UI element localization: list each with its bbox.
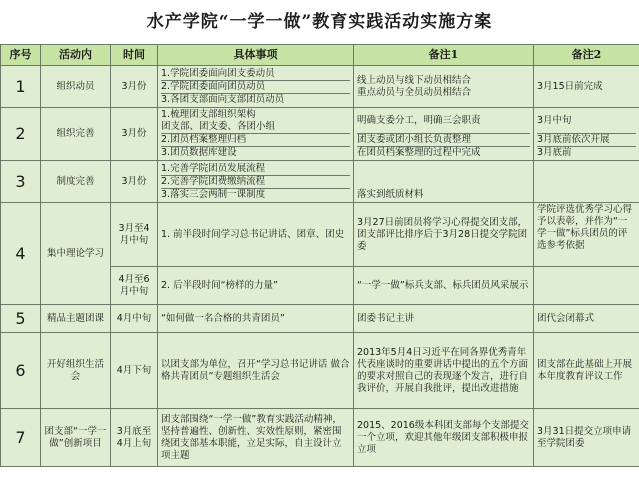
row-items: 1. 前半段时间学习总书记讲话、团章、团史: [158, 203, 354, 267]
note-line: 3月底前: [537, 147, 572, 158]
row-activity: 团支部“一学一做”创新项目: [41, 409, 111, 467]
row-time: 3月份: [111, 66, 158, 108]
header-note2: 备注2: [534, 45, 639, 66]
plan-table: [0, 44, 639, 467]
row-index: 5: [1, 305, 41, 333]
row-note1: [354, 108, 534, 161]
row-items: 以团支部为单位，召开“学习总书记讲话 做合格共青团员”专题组织生活会: [158, 333, 354, 409]
page-title: 水产学院“一学一做”教育实践活动实施方案: [146, 12, 493, 32]
table-row: [1, 305, 639, 333]
table-row: [1, 203, 639, 267]
row-time: 3月份: [111, 161, 158, 203]
row-note2: 3月15日前完成: [534, 66, 639, 108]
note-line: 3月底前依次开展: [537, 134, 636, 147]
row-activity: 组织完善: [41, 108, 111, 161]
header-note1: 备注1: [354, 45, 534, 66]
note-line: 明确支委分工，明确三会职责: [357, 109, 530, 134]
note-line: 团支委或团小组长负责整理: [357, 134, 530, 147]
item-line: 3.团员数据库建设: [161, 147, 237, 158]
header-activity: 活动内: [41, 45, 111, 66]
item-line: 1.学院团委面向团支委动员: [161, 68, 350, 81]
row-note2: 团支部在此基础上开展本年度教育评议工作: [534, 333, 639, 409]
header-index: 序号: [1, 45, 41, 66]
row-note1: 2015、2016级本科团支部每个支部提交一个立项，欢迎其他年级团支部积极申报立项: [354, 409, 534, 467]
row-items: [158, 66, 354, 108]
note-line: 3月中旬: [537, 109, 636, 134]
row-index: 7: [1, 409, 41, 467]
row-activity: 精品主题团课: [41, 305, 111, 333]
row-note1: 3月27日前团员将学习心得提交团支部，团支部评比排序后于3月28日提交学院团委: [354, 203, 534, 267]
table-row: [1, 108, 639, 161]
row-time: 3月份: [111, 108, 158, 161]
item-line: 2.完善学院团费缴纳流程: [161, 176, 350, 189]
row-time: 4月下旬: [111, 333, 158, 409]
table-row: [1, 161, 639, 203]
row-note2: 学院评选优秀学习心得予以表彰，并作为“一学一做”标兵团员的评选参考依据: [534, 203, 639, 267]
row-activity: 组织动员: [41, 66, 111, 108]
row-note1: “一学一做”标兵支部、标兵团员风采展示: [354, 267, 534, 305]
row-index: 6: [1, 333, 41, 409]
note-line: 在团员档案整理的过程中完成: [357, 147, 481, 158]
item-line: 团支部、团支委、各团小组: [161, 121, 350, 134]
row-activity: 集中理论学习: [41, 203, 111, 305]
row-items: 2. 后半段时间“榜样的力量”: [158, 267, 354, 305]
header-items: 具体事项: [158, 45, 354, 66]
row-time: 4月至6月中旬: [111, 267, 158, 305]
row-time: 3月底至4月上旬: [111, 409, 158, 467]
row-note1: 2013年5月4日习近平在同各界优秀青年代表座谈时的重要讲话中提出的五个方面的要求对照自己的表现逐个发言，进行自我评价，开展自我批评，提出改进措施: [354, 333, 534, 409]
note-line: 线上动员与线下动员相结合: [357, 74, 472, 86]
row-note2: 团代会闭幕式: [534, 305, 639, 333]
row-items: [158, 161, 354, 203]
item-line: 1.梳理团支部组织架构: [161, 109, 256, 120]
row-activity: 开好组织生活会: [41, 333, 111, 409]
row-note2: [534, 161, 639, 203]
row-note2: 3月31日提交立项申请至学院团委: [534, 409, 639, 467]
row-items: [158, 108, 354, 161]
row-items: “如何做一名合格的共青团员”: [158, 305, 354, 333]
row-time: 3月至4月中旬: [111, 203, 158, 267]
table-row: [1, 333, 639, 409]
row-index: 1: [1, 66, 41, 108]
note-line: 重点动员与全员动员相结合: [357, 86, 472, 98]
table-row: [1, 409, 639, 467]
item-line: 3.各团支部面向支部团员动员: [161, 93, 285, 105]
row-note2-empty: [534, 267, 639, 305]
item-line: 3.落实三会两制一课制度: [161, 188, 266, 200]
item-line: 2.团员档案整理归档: [161, 134, 350, 147]
row-note1: 团委书记主讲: [354, 305, 534, 333]
row-index: 2: [1, 108, 41, 161]
row-note2: [534, 108, 639, 161]
row-time: 4月中旬: [111, 305, 158, 333]
row-activity: 制度完善: [41, 161, 111, 203]
table-row: [1, 66, 639, 108]
item-line: 2.学院团委面向团员动员: [161, 81, 350, 94]
row-index: 3: [1, 161, 41, 203]
row-items: 团支部围绕“一学一做”教育实践活动精神，坚持普遍性、创新性、实效性原则，紧密围绕团支部基本职能，立足实际，自主设计立项主题: [158, 409, 354, 467]
header-time: 时间: [111, 45, 158, 66]
item-line: 1.完善学院团员发展流程: [161, 163, 350, 176]
header-row: [1, 45, 639, 66]
row-index: 4: [1, 203, 41, 305]
row-note1: 落实到纸质材料: [354, 161, 534, 203]
row-note1: [354, 66, 534, 108]
